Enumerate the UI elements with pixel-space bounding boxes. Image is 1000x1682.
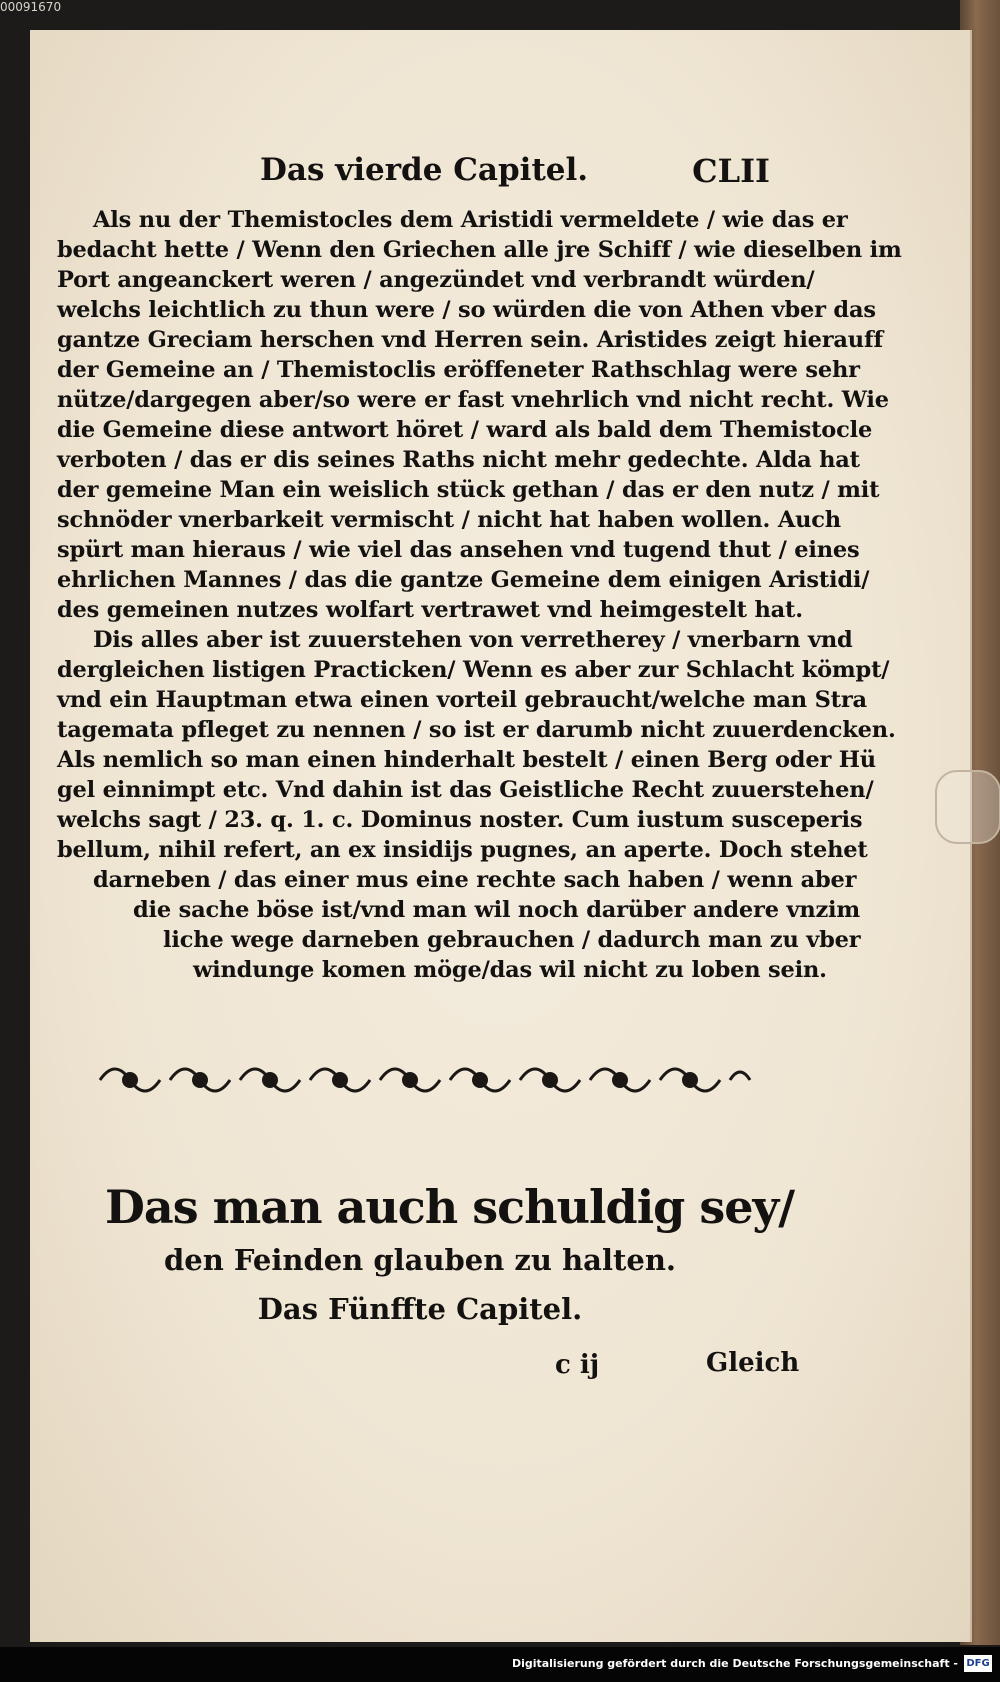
body-line: gel einnimpt etc. Vnd dahin ist das Geistliche Recht zuuerstehen/ bbox=[57, 777, 874, 803]
digitization-footer bbox=[0, 1647, 1000, 1682]
body-line: die sache böse ist/vnd man wil noch darüber andere vnzim bbox=[133, 897, 861, 923]
folio-number: CLII bbox=[692, 152, 770, 190]
body-line: dergleichen listigen Practicken/ Wenn es aber zur Schlacht kömpt/ bbox=[57, 657, 890, 683]
body-line: windunge komen möge/das wil nicht zu loben sein. bbox=[193, 957, 827, 983]
body-line: verboten / das er dis seines Raths nicht mehr gedechte. Alda hat bbox=[57, 447, 860, 473]
chapter-heading-subtitle: den Feinden glauben zu halten. bbox=[163, 1243, 677, 1277]
body-line: Als nu der Themistocles dem Aristidi vermeldete / wie das er bbox=[93, 207, 848, 233]
body-line: schnöder vnerbarkeit vermischt / nicht hat haben wollen. Auch bbox=[57, 507, 841, 533]
body-line: ehrlichen Mannes / das die gantze Gemeine dem einigen Aristidi/ bbox=[57, 567, 870, 593]
chapter-heading-title: Das man auch schuldig sey/ bbox=[105, 1180, 795, 1234]
body-line: liche wege darneben gebrauchen / dadurch man zu vber bbox=[163, 927, 861, 953]
body-line: vnd ein Hauptman etwa einen vorteil gebraucht/welche man Stra bbox=[57, 687, 867, 713]
dfg-logo-icon: DFG bbox=[964, 1655, 992, 1672]
body-line: Dis alles aber ist zuuerstehen von verretherey / vnerbarn vnd bbox=[93, 627, 853, 653]
running-head bbox=[260, 152, 770, 202]
body-line: Port angeanckert weren / angezündet vnd verbrandt würden/ bbox=[57, 267, 815, 293]
body-line: bellum, nihil refert, an ex insidijs pugnes, an aperte. Doch stehet bbox=[57, 837, 868, 863]
body-line: spürt man hieraus / wie viel das ansehen vnd tugend thut / eines bbox=[57, 537, 860, 563]
body-line: welchs sagt / 23. q. 1. c. Dominus noster. Cum iustum susceperis bbox=[57, 807, 863, 833]
body-line: Als nemlich so man einen hinderhalt bestelt / einen Berg oder Hü bbox=[57, 747, 876, 773]
running-title: Das vierde Capitel. bbox=[260, 152, 589, 188]
body-line: darneben / das einer mus eine rechte sach haben / wenn aber bbox=[93, 867, 857, 893]
body-line: bedacht hette / Wenn den Griechen alle jre Schiff / wie dieselben im bbox=[57, 237, 902, 263]
body-line: nütze/dargegen aber/so were er fast vnehrlich vnd nicht recht. Wie bbox=[57, 387, 889, 413]
decorative-ornament-band bbox=[90, 1052, 760, 1108]
body-line: der gemeine Man ein weislich stück gethan / das er den nutz / mit bbox=[57, 477, 880, 503]
body-line: gantze Greciam herschen vnd Herren sein. Aristides zeigt hierauff bbox=[57, 327, 883, 353]
catchword: Gleich bbox=[706, 1348, 800, 1378]
chapter-number: Das Fünffte Capitel. bbox=[257, 1292, 583, 1326]
body-line: welchs leichtlich zu thun were / so würden die von Athen vber das bbox=[57, 297, 876, 323]
body-line: der Gemeine an / Themistoclis eröffeneter Rathschlag were sehr bbox=[57, 357, 860, 383]
bookmark-clip bbox=[935, 770, 1000, 844]
signature-mark: c ij bbox=[555, 1350, 600, 1380]
footer-credit: Digitalisierung gefördert durch die Deutsche Forschungsgemeinschaft - bbox=[511, 1657, 958, 1670]
body-line: tagemata pfleget zu nennen / so ist er darumb nicht zuuerdencken. bbox=[57, 717, 896, 743]
body-line: des gemeinen nutzes wolfart vertrawet vnd heimgestelt hat. bbox=[57, 597, 803, 623]
scan-id: 00091670 bbox=[0, 0, 62, 14]
body-line: die Gemeine diese antwort höret / ward als bald dem Themistocle bbox=[57, 417, 873, 443]
book-page bbox=[30, 30, 970, 1642]
